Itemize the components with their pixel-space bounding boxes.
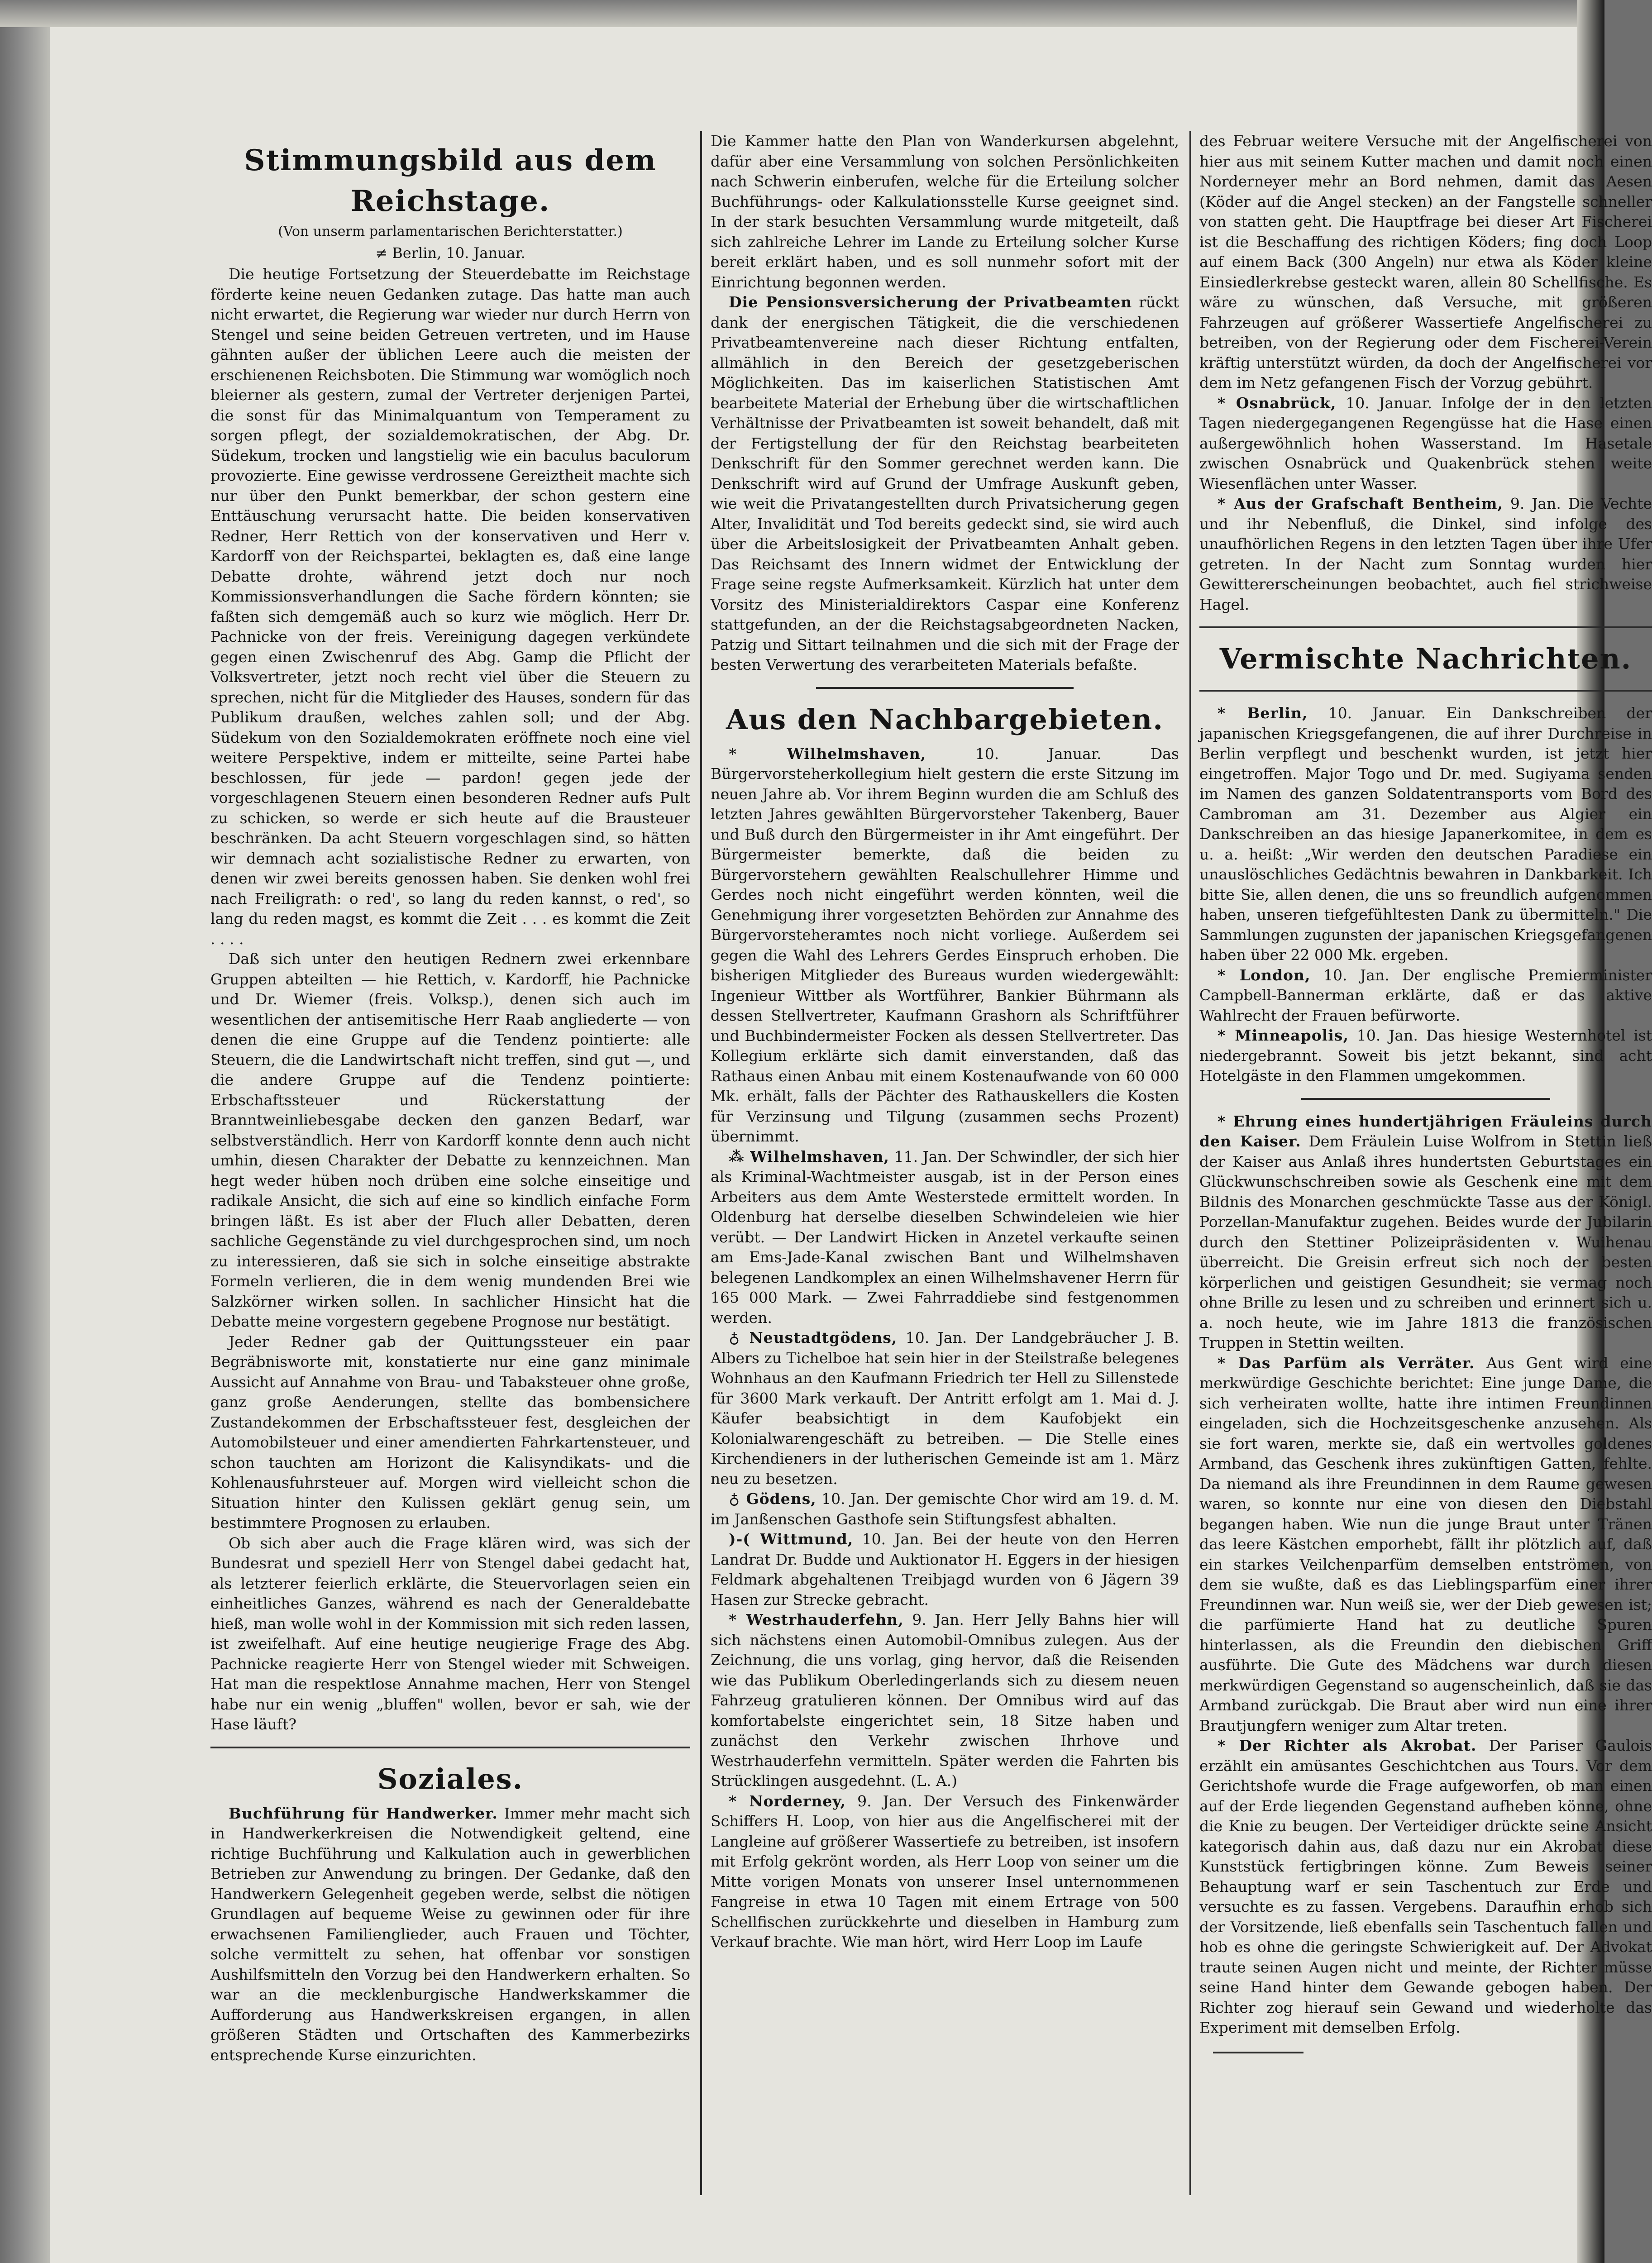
news-item: [711, 744, 1179, 1147]
item-lead: * Der Richter als Akrobat.: [1218, 1737, 1477, 1754]
section-rule: [816, 687, 1074, 689]
column-divider: [1189, 131, 1191, 2195]
item-lead: Buchführung für Handwerker.: [229, 1804, 498, 1822]
item-lead: * Aus der Grafschaft Bentheim,: [1218, 495, 1504, 512]
item-text: 10. Jan. Bei der heute von den Herren Landrat Dr. Budde und Auktionator H. Eggers in der hiesigen Feldmark abgehaltenen Treibjagd wurden von 6 Jägern 39 Hasen zur Strecke gebracht.: [711, 1530, 1179, 1609]
news-item: [711, 1489, 1179, 1529]
article-paragraph: des Februar weitere Versuche mit der Angelfischerei von hier aus mit seinem Kutter machen und damit noch einen Norderneyer mehr an Bord nehmen, damit das Aesen (Köder auf die Angel stecken) an der Fangstelle schneller von statten geht. Die Hauptfrage bei dieser Art Fischerei ist die Beschaffung des richtigen Köders; fing doch Loop auf einem Back (300 Angeln) nur etwa als Köder kleine Einsiedlerkrebse gesteckt waren, allein 80 Schellfische. Es wäre zu wünschen, daß Versuche, mit größeren Fahrzeugen auf größerer Wassertiefe Angelfischerei zu betreiben, von der Regierung oder dem Fischerei-Verein kräftig unterstützt würden, da doch der Angelfischerei vor dem im Netz gefangenen Fisch der Vorzug gebührt.: [1199, 132, 1652, 391]
item-text: 10. Jan. Der Landgebräucher J. B. Albers zu Tichelboe hat sein hier in der Steilstraße belegenes Wohnhaus an den Kaufmann Friedrich ter Hell zu Sillenstede für 3600 Mark verkauft. Der Antritt erfolgt am 1. Mai d. J. Käufer beabsichtigt in dem Kaufobjekt ein Kolonialwarengeschäft zu betreiben. — Die Stelle eines Kirchendieners in der lutherischen Gemeinde ist am 1. März neu zu besetzen.: [711, 1329, 1179, 1488]
item-text: 10. Januar. Das Bürgervorsteherkollegium hielt gestern die erste Sitzung im neuen Jahre ab. Vor ihrem Beginn wurden die am Schluß des letzten Jahres gewählten Bürgervorsteher Takenberg, Bauer und Buß durch den Bürgermeister in ihr Amt eingeführt. Der Bürgermeister bemerkte, daß die beiden zu Bürgervorstehern gewählten Realschullehrer Himme und Gerdes noch nicht eingeführt werden könnten, weil die Genehmigung ihrer vorgesetzten Behörden zur Annahme des Bürgervorsteheramtes noch nicht vorliege. Außerdem sei gegen die Wahl des Lehrers Gerdes Einspruch erhoben. Die bisherigen Mitglieder des Bureaus wurden wiedergewählt: Ingenieur Wittber als Wortführer, Bankier Bührmann als dessen Stellvertreter, Kaufmann Grashorn als Schriftführer und Buchbindermeister Focken als dessen Stellvertreter. Das Kollegium erklärte sich damit einverstanden, daß das Rathaus einen Anbau mit einem Kostenaufwande von 60 000 Mk. erhält, falls der Pächter des Rathauskellers die Kosten für Verzinsung und Tilgung (zusammen sechs Prozent) übernimmt.: [711, 745, 1179, 1145]
news-item: [1199, 1353, 1652, 1736]
item-text: rückt dank der energischen Tätigkeit, die die verschiedenen Privatbeamtenvereine nach dieser Richtung entfalten, allmählich in den Bereich der gesetzgeberischen Möglichkeiten. Das im kaiserlichen Statistischen Amt bearbeitete Material der Erhebung über die wirtschaftlichen Verhältnisse der Privatbeamten ist soweit behandelt, daß mit der Fertigstellung der für den Reichstag bearbeiteten Denkschrift für den Sommer gerechnet werden kann. Die Denkschrift wird auf Grund der Umfrage Auskunft geben, wie weit die Privatangestellten durch Privatsicherung gegen Alter, Invalidität und Tod bereits gedeckt sind, sie wird auch über die Arbeitslosigkeit der Privatbeamten Anhalt geben. Das Reichsamt des Innern widmet der Entwicklung der Frage seine regste Aufmerksamkeit. Kürzlich hat unter dem Vorsitz des Ministerialdirektors Caspar eine Konferenz stattgefunden, an der die Reichstagsabgeordneten Nacken, Patzig und Sittart teilnahmen und die sich mit der Frage der besten Verwertung des verarbeiteten Materials befaßte.: [711, 293, 1179, 673]
article-dateline: ≠ Berlin, 10. Januar.: [375, 244, 525, 262]
item-lead: * Ehrung eines hundertjährigen Fräuleins durch den Kaiser.: [1199, 1112, 1652, 1150]
item-lead: * Minneapolis,: [1218, 1026, 1349, 1044]
news-item: [1199, 703, 1652, 965]
news-item: [1199, 1026, 1652, 1086]
item-text: Aus Gent wird eine merkwürdige Geschichte berichtet: Eine junge Dame, die sich verheiraten wollte, hatte ihre intimen Freundinnen eingeladen, sich die Hochzeitsgeschenke anzusehen. Als sie fort waren, merkte sie, daß ein wertvolles goldenes Armband, das Geschenk ihres zukünftigen Gatten, fehlte. Da niemand als ihre Freundinnen in dem Raume gewesen waren, so konnte nur eine von diesen den Diebstahl begangen haben. Wie nun die junge Braut unter Tränen das leere Kästchen emporhebt, fällt ihr plötzlich auf, daß ein starkes Veilchenparfüm demselben entströmen, von dem sie wußte, daß es das Lieblingsparfüm einer ihrer Freundinnen war. Nun weiß sie, wer der Dieb gewesen ist; die parfümierte Hand hat zu deutliche Spuren hinterlassen, als die Freundin den diebischen Griff ausführte. Die Gute des Mädchens war durch diesen merkwürdigen Gegenstand so augenscheinlich, daß sie das Armband zurückgab. Die Braut aber wird nun eine ihrer Brautjungfern weniger zum Altar treten.: [1199, 1354, 1652, 1734]
section-rule: [210, 1747, 690, 1748]
news-item: [711, 1328, 1179, 1489]
item-text: 10. Januar. Infolge der in den letzten Tagen niedergegangenen Regengüsse hat die Hase einen außergewöhnlich hohen Wasserstand. Im Hasetale zwischen Osnabrück und Quakenbrück stehen weite Wiesenflächen unter Wasser.: [1199, 394, 1652, 492]
news-item: [711, 1791, 1179, 1953]
item-lead: * Westrhauderfehn,: [729, 1611, 904, 1628]
news-item: [711, 1610, 1179, 1791]
item-text: 9. Jan. Die Vechte und ihr Nebenfluß, die Dinkel, sind infolge des unaufhörlichen Regens in den letzten Tagen über ihre Ufer getreten. In der Nacht zum Sonntag wurden hier Gewittererscheinungen beobachtet, auch fiel strichweise Hagel.: [1199, 495, 1652, 613]
item-lead: Die Pensionsversicherung der Privatbeamten: [729, 293, 1132, 311]
section-title: Aus den Nachbargebieten.: [726, 702, 1164, 736]
item-text: 9. Jan. Der Versuch des Finkenwärder Schiffers H. Loop, von hier aus die Angelfischerei mit der Langleine auf größerer Wassertiefe zu betreiben, ist insofern mit Erfolg gekrönt worden, als Herr Loop von seiner um die Mitte vorigen Monats von unserer Insel unternommenen Fangreise in etwa 10 Tagen mit einem Ertrage von 500 Schellfischen zurückkehrte und dieselben in Hamburg zum Verkauf brachte. Wie man hört, wird Herr Loop im Laufe: [711, 1792, 1179, 1951]
item-text: Immer mehr macht sich in Handwerkerkreisen die Notwendigkeit geltend, eine richtige Buchführung und Kalkulation auch in gewerblichen Betrieben zur Anwendung zu bringen. Der Gedanke, daß den Handwerkern Gelegenheit gegeben werde, selbst die nötigen Grundlagen auf bequeme Weise zu gewinnen oder für ihre erwachsenen Familienglieder, auch Frauen und Töchter, solche vermittelt zu sehen, hat offenbar vor sonstigen Aushilfsmitteln den Vorzug bei den Handwerkern erhalten. So war an die mecklenburgische Handwerkskammer die Aufforderung aus Handwerkskreisen ergangen, in allen größeren Städten und Ortschaften des Kammerbezirks entsprechende Kurse einzurichten.: [210, 1804, 690, 2064]
news-item: [1199, 1112, 1652, 1353]
scan-shadow-top: [0, 0, 1604, 27]
section-rule: [1199, 626, 1652, 628]
news-item: [711, 292, 1179, 675]
article-headline: Stimmungsbild aus dem Reichstage.: [244, 143, 657, 218]
item-lead: * Berlin,: [1218, 704, 1308, 722]
item-text: 10. Jan. Das hiesige Westernhotel ist niedergebrannt. Soweit bis jetzt bekannt, sind acht Hotelgäste in den Flammen umgekommen.: [1199, 1026, 1652, 1084]
item-lead: ♁ Neustadtgödens,: [729, 1329, 898, 1346]
item-lead: * Norderney,: [729, 1792, 846, 1810]
article-paragraph: Die Kammer hatte den Plan von Wanderkursen abgelehnt, dafür aber eine Versammlung von solchen Persönlichkeiten nach Schwerin einberufen, welche für die Erteilung solcher Buchführungs- oder Kalkulationsstelle Kurse geeignet sind. In der stark besuchten Versammlung wurde mitgeteilt, daß sich zahlreiche Lehrer im Lande zu Erteilung solcher Kurse bereit erklärt haben, und es soll nunmehr sofort mit der Einrichtung begonnen werden.: [711, 132, 1179, 291]
item-lead: * Wilhelmshaven,: [729, 745, 926, 763]
news-item: [1199, 393, 1652, 494]
item-lead: ⁂ Wilhelmshaven,: [729, 1147, 890, 1165]
section-title: Soziales.: [377, 1762, 524, 1795]
news-item: [1199, 494, 1652, 615]
article-paragraph: Ob sich aber auch die Frage klären wird, was sich der Bundesrat und speziell Herr von Stengel dabei gedacht hat, als letzterer feierlich erklärte, die Steuervorlagen seien ein einheitliches Ganzes, während es nach der Generaldebatte hieß, man wolle wohl in der Kommission mit sich reden lassen, ist zweifelhaft. Auf eine heutige neugierige Frage des Abg. Pachnicke reagierte Herr von Stengel wieder mit Schweigen. Hat man die respektlose Annahme machen, Herr von Stengel habe nur ein wenig „bluffen" wollen, bevor er sah, wie der Hase läuft?: [210, 1534, 690, 1733]
item-text: Der Pariser Gaulois erzählt ein amüsantes Geschichtchen aus Tours. Vor dem Gerichtshofe wurde die Frage aufgeworfen, ob man einen auf der Erde liegenden Gegenstand aufheben könne, ohne die Knie zu beugen. Der Verteidiger drückte seine Ansicht kategorisch dahin aus, daß dazu nur ein Akrobat diese Kunststück fertigbringen könne. Zum Beweis seiner Behauptung warf er sein Taschentuch zur Erde und versuchte es zu fassen. Vergebens. Daraufhin erhob sich der Vorsitzende, ließ ebenfalls sein Taschentuch fallen und hob es ohne die geringste Schwierigkeit auf. Der Advokat traute seinen Augen nicht und meinte, der Richter müsse seine Hand hinter dem Gewande gebogen haben. Der Richter zog hierauf sein Gewand und wiederholte das Experiment mit demselben Erfolg.: [1199, 1737, 1652, 2036]
news-item: [210, 1804, 690, 2066]
item-text: 10. Januar. Ein Dankschreiben der japanischen Kriegsgefangenen, die auf ihrer Durchreise in Berlin verpflegt und beschenkt wurden, ist jetzt hier eingetroffen. Major Togo und Dr. med. Sugiyama senden im Namen des ganzen Soldatentransports vom Bord des Cambroman am 31. Dezember aus Algier ein Dankschreiben an das hiesige Japanerkomitee, in dem es u. a. heißt: „Wir werden den deutschen Paradiese ein unauslöschliches Gedächtnis bewahren in Dankbarkeit. Ich bitte Sie, allen denen, die uns so freundlich aufgenommen haben, unseren tiefgefühltesten Dank zu übermitteln." Die Sammlungen zugunsten der japanischen Kriegsgefangenen haben über 22 000 Mk. ergeben.: [1199, 704, 1652, 964]
news-item: [1199, 965, 1652, 1026]
section-title: Vermischte Nachrichten.: [1219, 642, 1632, 675]
article-paragraph: Daß sich unter den heutigen Rednern zwei erkennbare Gruppen abteilten — hie Rettich, v. Kardorff, hie Pachnicke und Dr. Wiemer (freis. Volksp.), denen sich auch im wesentlichen der antisemitische Herr Raab angliederte — von denen die eine Gruppe auf die Tendenz pointierte: alle Steuern, die die Landwirtschaft nicht treffen, sind gut —, und die andere Gruppe auf die Tendenz pointierte: Erbschaftssteuer und Rückerstattung der Branntweinliebesgabe decken den ganzen Bedarf, war selbstverständlich. Herr von Kardorff konnte denn auch nicht umhin, diesen Charakter der Debatte zu kennzeichnen. Man hegt weder hüben noch drüben eine solche einseitige und radikale Ansicht, die sich auf eine so kindlich einfache Form bringen läßt. Es ist aber der Fluch aller Debatten, deren sachliche Gegenstände zu viel durchgesprochen sind, um noch zu interessieren, daß sie sich in solche einseitige abstrakte Formeln verlieren, die in dem wenig mundenden Brei wie Salzkörner wirken sollen. In sachlicher Hinsicht hat die Debatte meine vorgestern gegebene Prognose nur bestätigt.: [210, 950, 690, 1330]
item-lead: ♁ Gödens,: [729, 1490, 816, 1508]
article-byline: (Von unserm parlamentarischen Berichterstatter.): [278, 224, 623, 239]
column-middle: [711, 131, 1179, 1953]
item-lead: * Osnabrück,: [1218, 394, 1337, 412]
item-text: 10. Jan. Der gemischte Chor wird am 19. d. M. im Janßenschen Gasthofe sein Stiftungsfest abhalten.: [711, 1490, 1179, 1528]
item-text: 10. Jan. Der englische Premierminister Campbell-Bannerman erklärte, daß er das aktive Wahlrecht der Frauen befürworte.: [1199, 966, 1652, 1024]
section-rule: [1301, 1098, 1550, 1100]
column-right: [1199, 131, 1652, 2053]
item-lead: * London,: [1218, 966, 1311, 984]
item-lead: )-( Wittmund,: [729, 1530, 854, 1548]
scan-shadow-left: [0, 0, 50, 2263]
item-text: Dem Fräulein Luise Wolfrom in Stettin ließ der Kaiser aus Anlaß ihres hundertsten Geburtstages ein Glückwunschschreiben sowie als Geschenk eine mit dem Bildnis des Monarchen geschmückte Tasse aus der Königl. Porzellan-Manufaktur zugehen. Beides wurde der Jubilarin durch den Stettiner Polizeipräsidenten v. Wuihenau überreicht. Die Greisin erfreut sich noch der besten körperlichen und geistigen Gesundheit; sie vermag noch ohne Brille zu lesen und zu schreiben und erinnert sich u. a. noch heute, wie im Jahre 1813 die französischen Truppen in Stettin weilten.: [1199, 1132, 1652, 1351]
article-paragraph: Jeder Redner gab der Quittungssteuer ein paar Begräbnisworte mit, konstatierte nur eine ganz minimale Aussicht auf Annahme von Brau- und Tabaksteuer ohne große, ganz große Aenderungen, stellte das bombensichere Zustandekommen der Erbschaftssteuer fest, desgleichen der Automobilsteuer und einer amendierten Fahrkartensteuer, und schon tauchten am Horizont die Kalisyndikats- und die Kohlenausfuhrsteuer auf. Morgen wird vielleicht schon die Situation hinter den Kulissen geklärt genug sein, um bestimmtere Prognosen zu erlauben.: [210, 1332, 690, 1532]
article-paragraph: Die heutige Fortsetzung der Steuerdebatte im Reichstage förderte keine neuen Gedanken zutage. Das hatte man auch nicht erwartet, die Regierung war wieder nur durch Herrn von Stengel und seine beiden Getreuen vertreten, und im Hause gähnten außer der üblichen Leere auch die meisten der erschienenen Reichsboten. Die Stimmung war womöglich noch bleierner als gestern, zumal der Vertreter derjenigen Partei, die sonst für das Minimalquantum von Temperament zu sorgen pflegt, der sozialdemokratischen, der Abg. Dr. Südekum, trocken und langstielig wie ein baculus baculorum provozierte. Eine gewisse verdrossene Gereiztheit machte sich nur über den Punkt bemerkbar, der schon gestern eine Enttäuschung verursacht hatte. Die beiden konservativen Redner, Herr Rettich von der konservativen und Herr v. Kardorff von der Reichspartei, beklagten es, daß eine lange Debatte drohte, während jetzt doch nur noch Kommissionsverhandlungen die Sache fördern könnten; sie faßten sich demgemäß auch so kurz wie möglich. Herr Dr. Pachnicke von der freis. Vereinigung dagegen verkündete gegen einen Zwischenruf des Abg. Gamp die Pflicht der Volksvertreter, jetzt noch recht viel über die Steuern zu sprechen, nicht für die Mitglieder des Hauses, sondern für das Publikum draußen, welches zahlen soll; und der Abg. Südekum von den Sozialdemokraten eröffnete noch eine viel weitere Perspektive, indem er mitteilte, seine Partei habe beschlossen, für jede — pardon! gegen jede der vorgeschlagenen Steuern einen besonderen Redner aufs Pult zu schicken, so werde er sich heute auf die Brausteuer beschränken. Da acht Steuern vorgeschlagen sind, so hätten wir demnach acht sozialistische Redner zu erwarten, von denen wir zwei bereits genossen haben. Sie denken wohl frei nach Freiligrath: o red', so lang du reden kannst, o red', so lang du reden magst, es kommt die Zeit . . . es kommt die Zeit . . . .: [210, 265, 690, 948]
news-item: [711, 1147, 1179, 1328]
newspaper-page: [50, 27, 1652, 2263]
section-rule: [1199, 690, 1652, 692]
news-item: [1199, 1736, 1652, 2038]
item-text: 9. Jan. Herr Jelly Bahns hier will sich nächstens einen Automobil-Omnibus zulegen. Aus der Zeichnung, die uns vorlag, ging hervor, daß die Reisenden wie das Publikum Oberledingerlands sich zu diesem neuen Fahrzeug gratulieren können. Der Omnibus wird auf das komfortabelste eingerichtet sein, 18 Sitze haben und zunächst den Verkehr zwischen Ihrhove und Westrhauderfehn vermitteln. Später werden die Fahrten bis Strücklingen ausgedehnt. (L. A.): [711, 1611, 1179, 1790]
item-text: 11. Jan. Der Schwindler, der sich hier als Kriminal-Wachtmeister ausgab, ist in der Person eines Arbeiters aus dem Amte Westerstede ermittelt worden. In Oldenburg hat derselbe dieselben Schwindeleien wie hier verübt. — Der Landwirt Hicken in Anzetel verkaufte seinen am Ems-Jade-Kanal zwischen Bant und Wilhelmshaven belegenen Landkomplex an einen Wilhelmshavener Herrn für 165 000 Mark. — Zwei Fahrraddiebe sind festgenommen werden.: [711, 1147, 1179, 1327]
column-left: [210, 104, 690, 2065]
column-divider: [700, 131, 702, 2195]
item-lead: * Das Parfüm als Verräter.: [1218, 1354, 1475, 1372]
end-rule: [1213, 2052, 1303, 2053]
news-item: [711, 1529, 1179, 1610]
